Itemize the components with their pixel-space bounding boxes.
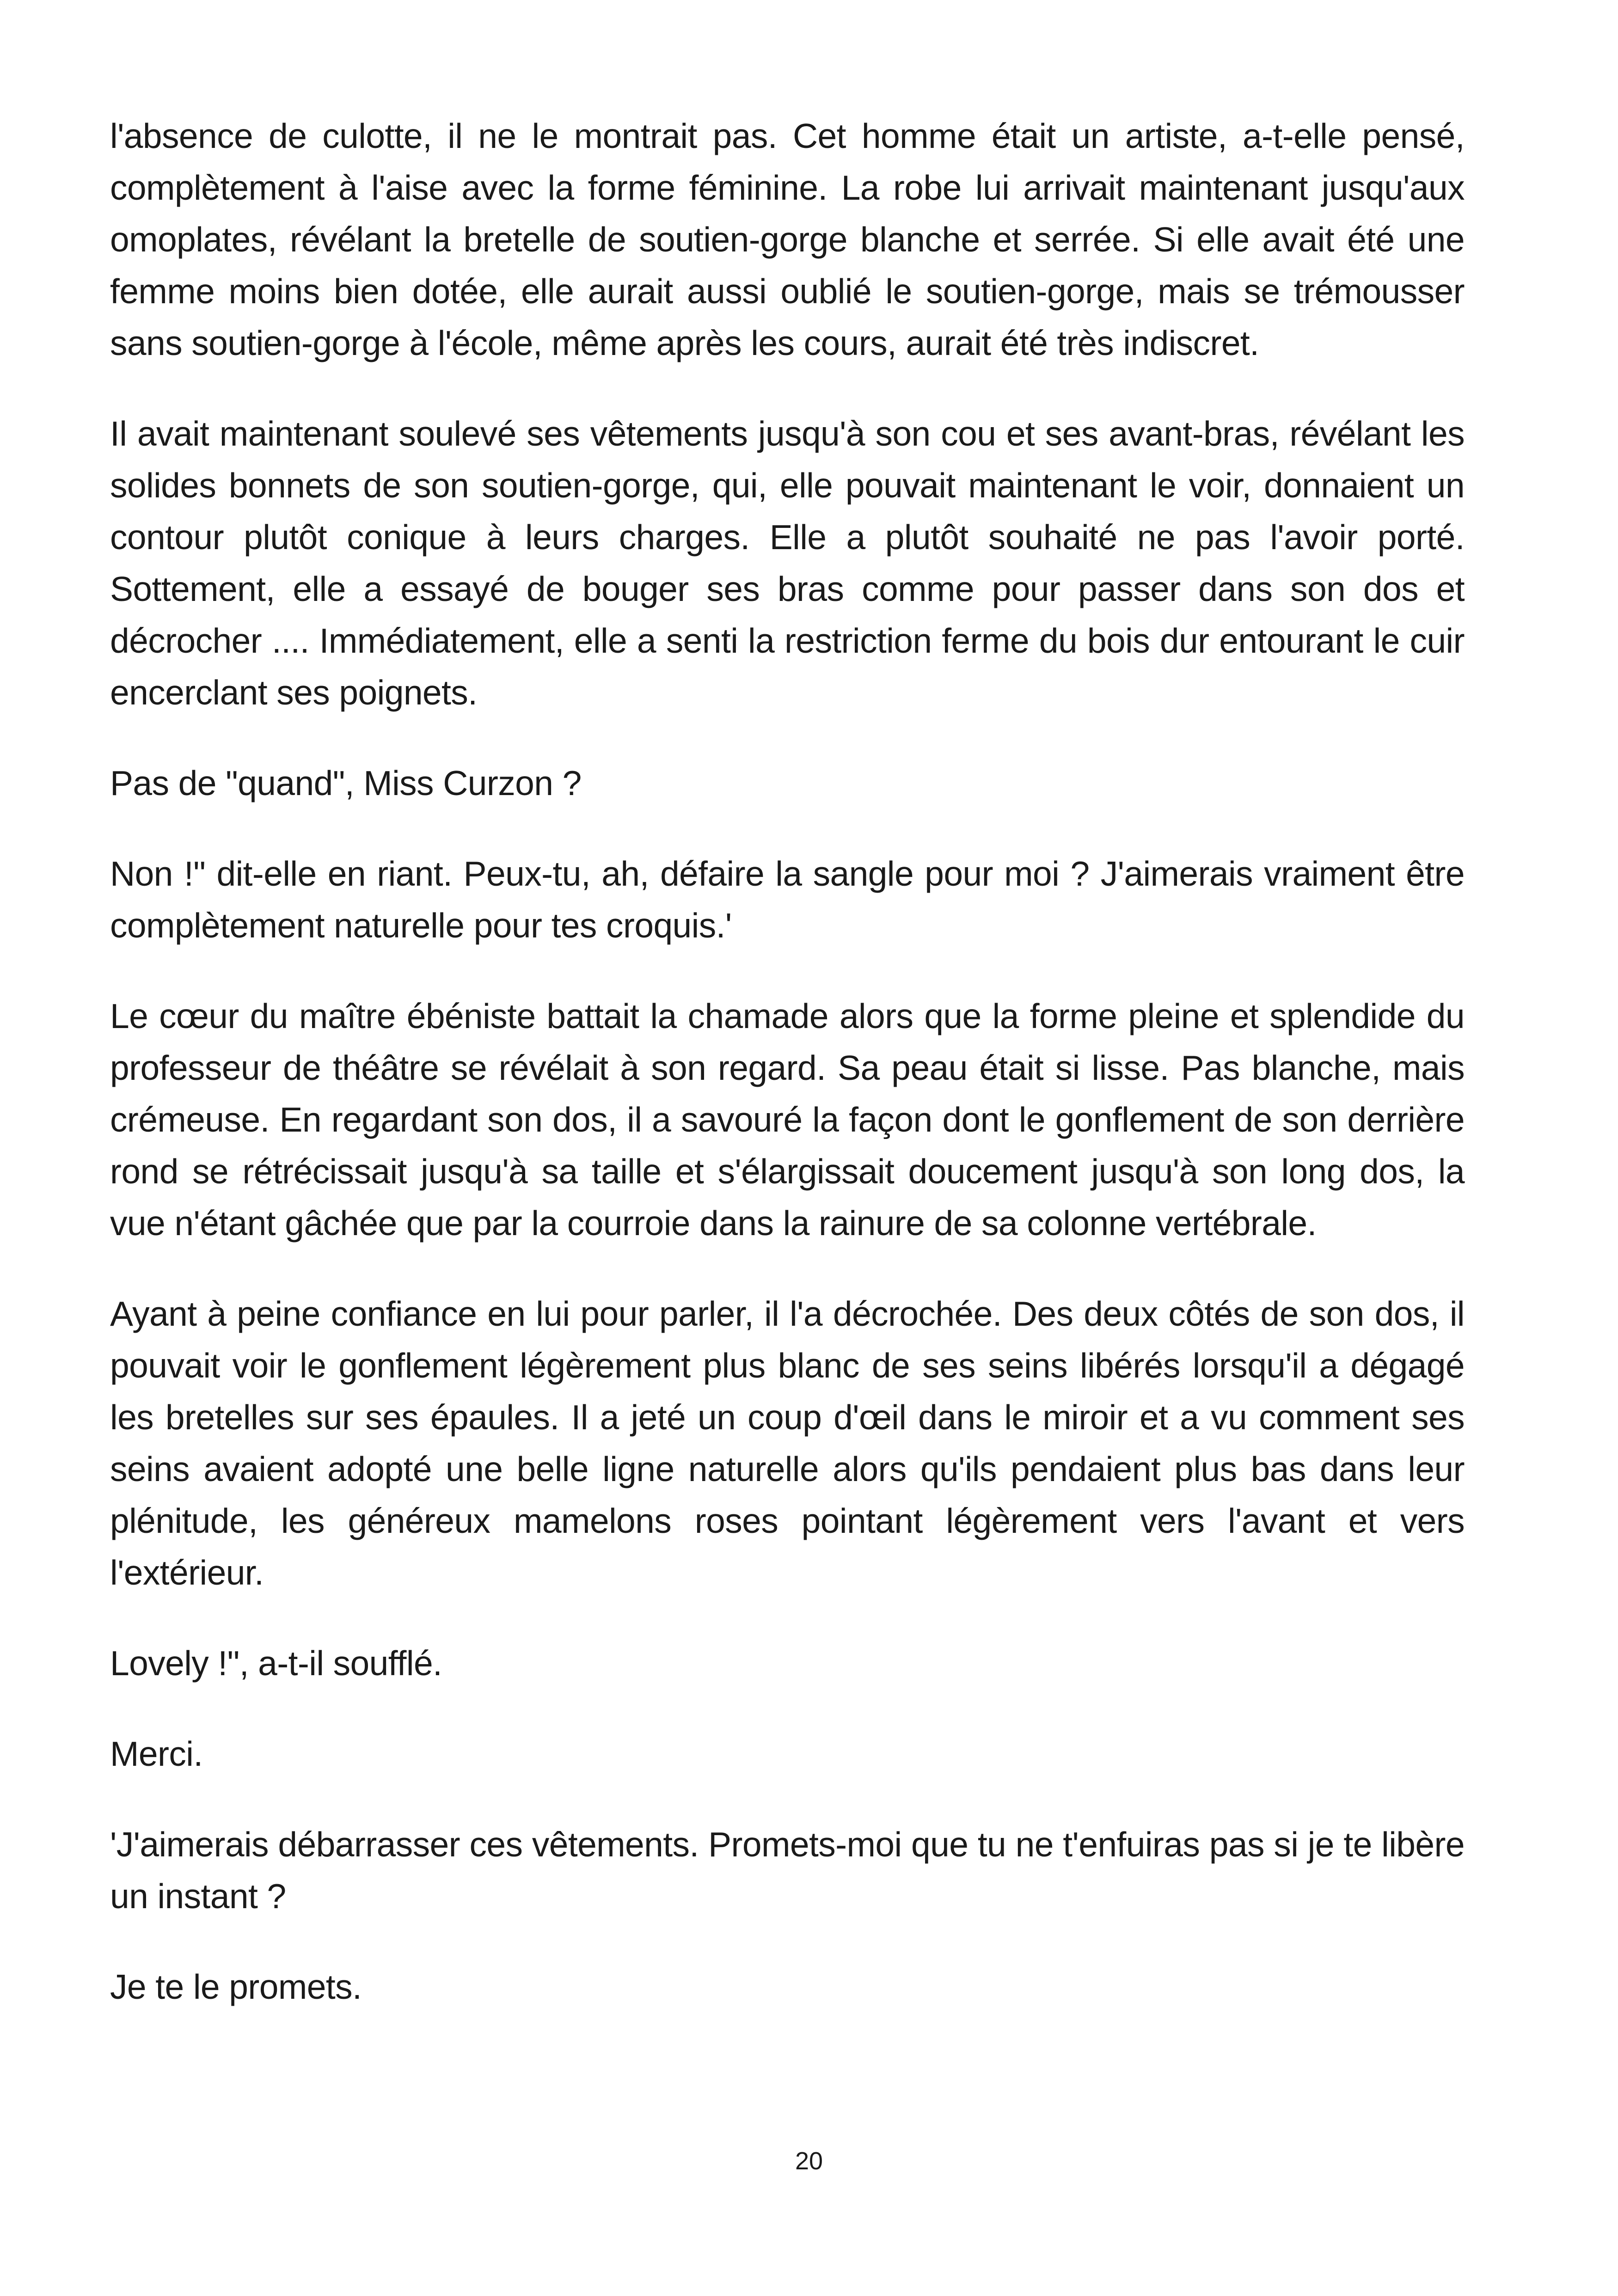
paragraph-2: Il avait maintenant soulevé ses vêtements jusqu'à son cou et ses avant-bras, révélant les solides bonnets de son soutien-gorge, qui, elle pouvait maintenant le voir, donnaient un contour plutôt conique à leurs charges. Elle a plutôt souhaité ne pas l'avoir porté. Sottement, elle a essayé de bouger ses bras comme pour passer dans son dos et décrocher .... Immédiatement, elle a senti la restriction ferme du bois dur entourant le cuir encerclant ses poignets. (110, 414, 1465, 712)
paragraph-8: Merci. (110, 1734, 203, 1773)
paragraph-6: Ayant à peine confiance en lui pour parler, il l'a décrochée. Des deux côtés de son dos, il pouvait voir le gonflement légèrement plus blanc de ses seins libérés lorsqu'il a dégagé les bretelles sur ses épaules. Il a jeté un coup d'œil dans le miroir et a vu comment ses seins avaient adopté une belle ligne naturelle alors qu'ils pendaient plus bas dans leur plénitude, les généreux mamelons roses pointant légèrement vers l'avant et vers l'extérieur. (110, 1294, 1465, 1592)
page-number: 20 (795, 2147, 823, 2175)
page-body (110, 110, 1465, 2051)
paragraph-9: 'J'aimerais débarrasser ces vêtements. Promets-moi que tu ne t'enfuiras pas si je te libère un instant ? (110, 1825, 1465, 1916)
paragraph-7: Lovely !", a-t-il soufflé. (110, 1644, 442, 1683)
paragraph-5: Le cœur du maître ébéniste battait la chamade alors que la forme pleine et splendide du professeur de théâtre se révélait à son regard. Sa peau était si lisse. Pas blanche, mais crémeuse. En regardant son dos, il a savouré la façon dont le gonflement de son derrière rond se rétrécissait jusqu'à sa taille et s'élargissait doucement jusqu'à son long dos, la vue n'étant gâchée que par la courroie dans la rainure de sa colonne vertébrale. (110, 997, 1465, 1243)
paragraph-3: Pas de "quand", Miss Curzon ? (110, 764, 582, 802)
paragraph-10: Je te le promets. (110, 1967, 362, 2006)
paragraph-4: Non !" dit-elle en riant. Peux-tu, ah, défaire la sangle pour moi ? J'aimerais vraiment être complètement naturelle pour tes croquis.' (110, 854, 1465, 945)
paragraph-1: l'absence de culotte, il ne le montrait pas. Cet homme était un artiste, a-t-elle pensé, complètement à l'aise avec la forme féminine. La robe lui arrivait maintenant jusqu'aux omoplates, révélant la bretelle de soutien-gorge blanche et serrée. Si elle avait été une femme moins bien dotée, elle aurait aussi oublié le soutien-gorge, mais se trémousser sans soutien-gorge à l'école, même après les cours, aurait été très indiscret. (110, 116, 1465, 362)
